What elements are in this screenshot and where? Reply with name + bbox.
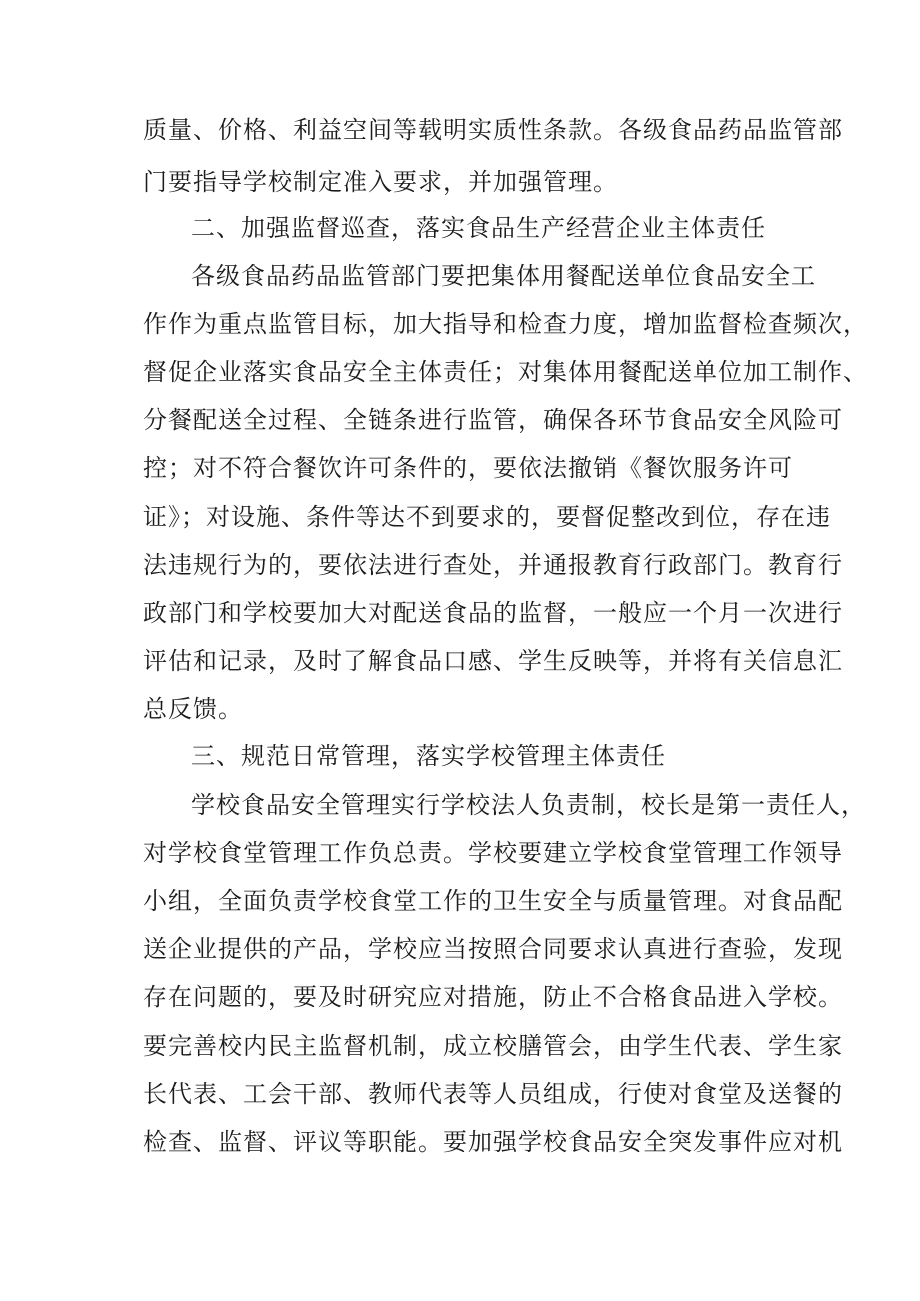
text-line: 总反馈。 — [143, 695, 243, 723]
text-line: 门要指导学校制定准入要求，并加强管理。 — [143, 168, 618, 196]
text-line: 政部门和学校要加大对配送食品的监督，一般应一个月一次进行 — [143, 599, 843, 627]
text-line: 评估和记录，及时了解食品口感、学生反映等，并将有关信息汇 — [143, 647, 843, 675]
text-line: 长代表、工会干部、教师代表等人员组成，行使对食堂及送餐的 — [143, 1080, 843, 1108]
text-line: 质量、价格、利益空间等载明实质性条款。各级食品药品监管部 — [143, 116, 843, 144]
text-line: 小组，全面负责学校食堂工作的卫生安全与质量管理。对食品配 — [143, 887, 843, 915]
section-heading: 二、加强监督巡查，落实食品生产经营企业主体责任 — [191, 214, 766, 242]
text-line: 学校食品安全管理实行学校法人负责制，校长是第一责任人， — [191, 791, 866, 819]
text-line: 对学校食堂管理工作负总责。学校要建立学校食堂管理工作领导 — [143, 839, 843, 867]
text-line: 要完善校内民主监督机制，成立校膳管会，由学生代表、学生家 — [143, 1032, 843, 1060]
text-line: 证》；对设施、条件等达不到要求的，要督促整改到位，存在违 — [143, 503, 831, 531]
text-line: 控；对不符合餐饮许可条件的，要依法撤销《餐饮服务许可 — [143, 454, 793, 482]
text-line: 存在问题的，要及时研究应对措施，防止不合格食品进入学校。 — [143, 983, 843, 1011]
text-line: 督促企业落实食品安全主体责任；对集体用餐配送单位加工制作、 — [143, 358, 868, 386]
text-line: 各级食品药品监管部门要把集体用餐配送单位食品安全工 — [191, 262, 816, 290]
section-heading: 三、规范日常管理，落实学校管理主体责任 — [191, 742, 666, 770]
text-line: 分餐配送全过程、全链条进行监管，确保各环节食品安全风险可 — [143, 406, 843, 434]
text-line: 检查、监督、评议等职能。要加强学校食品安全突发事件应对机 — [143, 1128, 843, 1156]
text-line: 法违规行为的，要依法进行查处，并通报教育行政部门。教育行 — [143, 551, 843, 579]
text-line: 作作为重点监管目标，加大指导和检查力度，增加监督检查频次， — [143, 310, 868, 338]
text-line: 送企业提供的产品，学校应当按照合同要求认真进行查验，发现 — [143, 935, 843, 963]
